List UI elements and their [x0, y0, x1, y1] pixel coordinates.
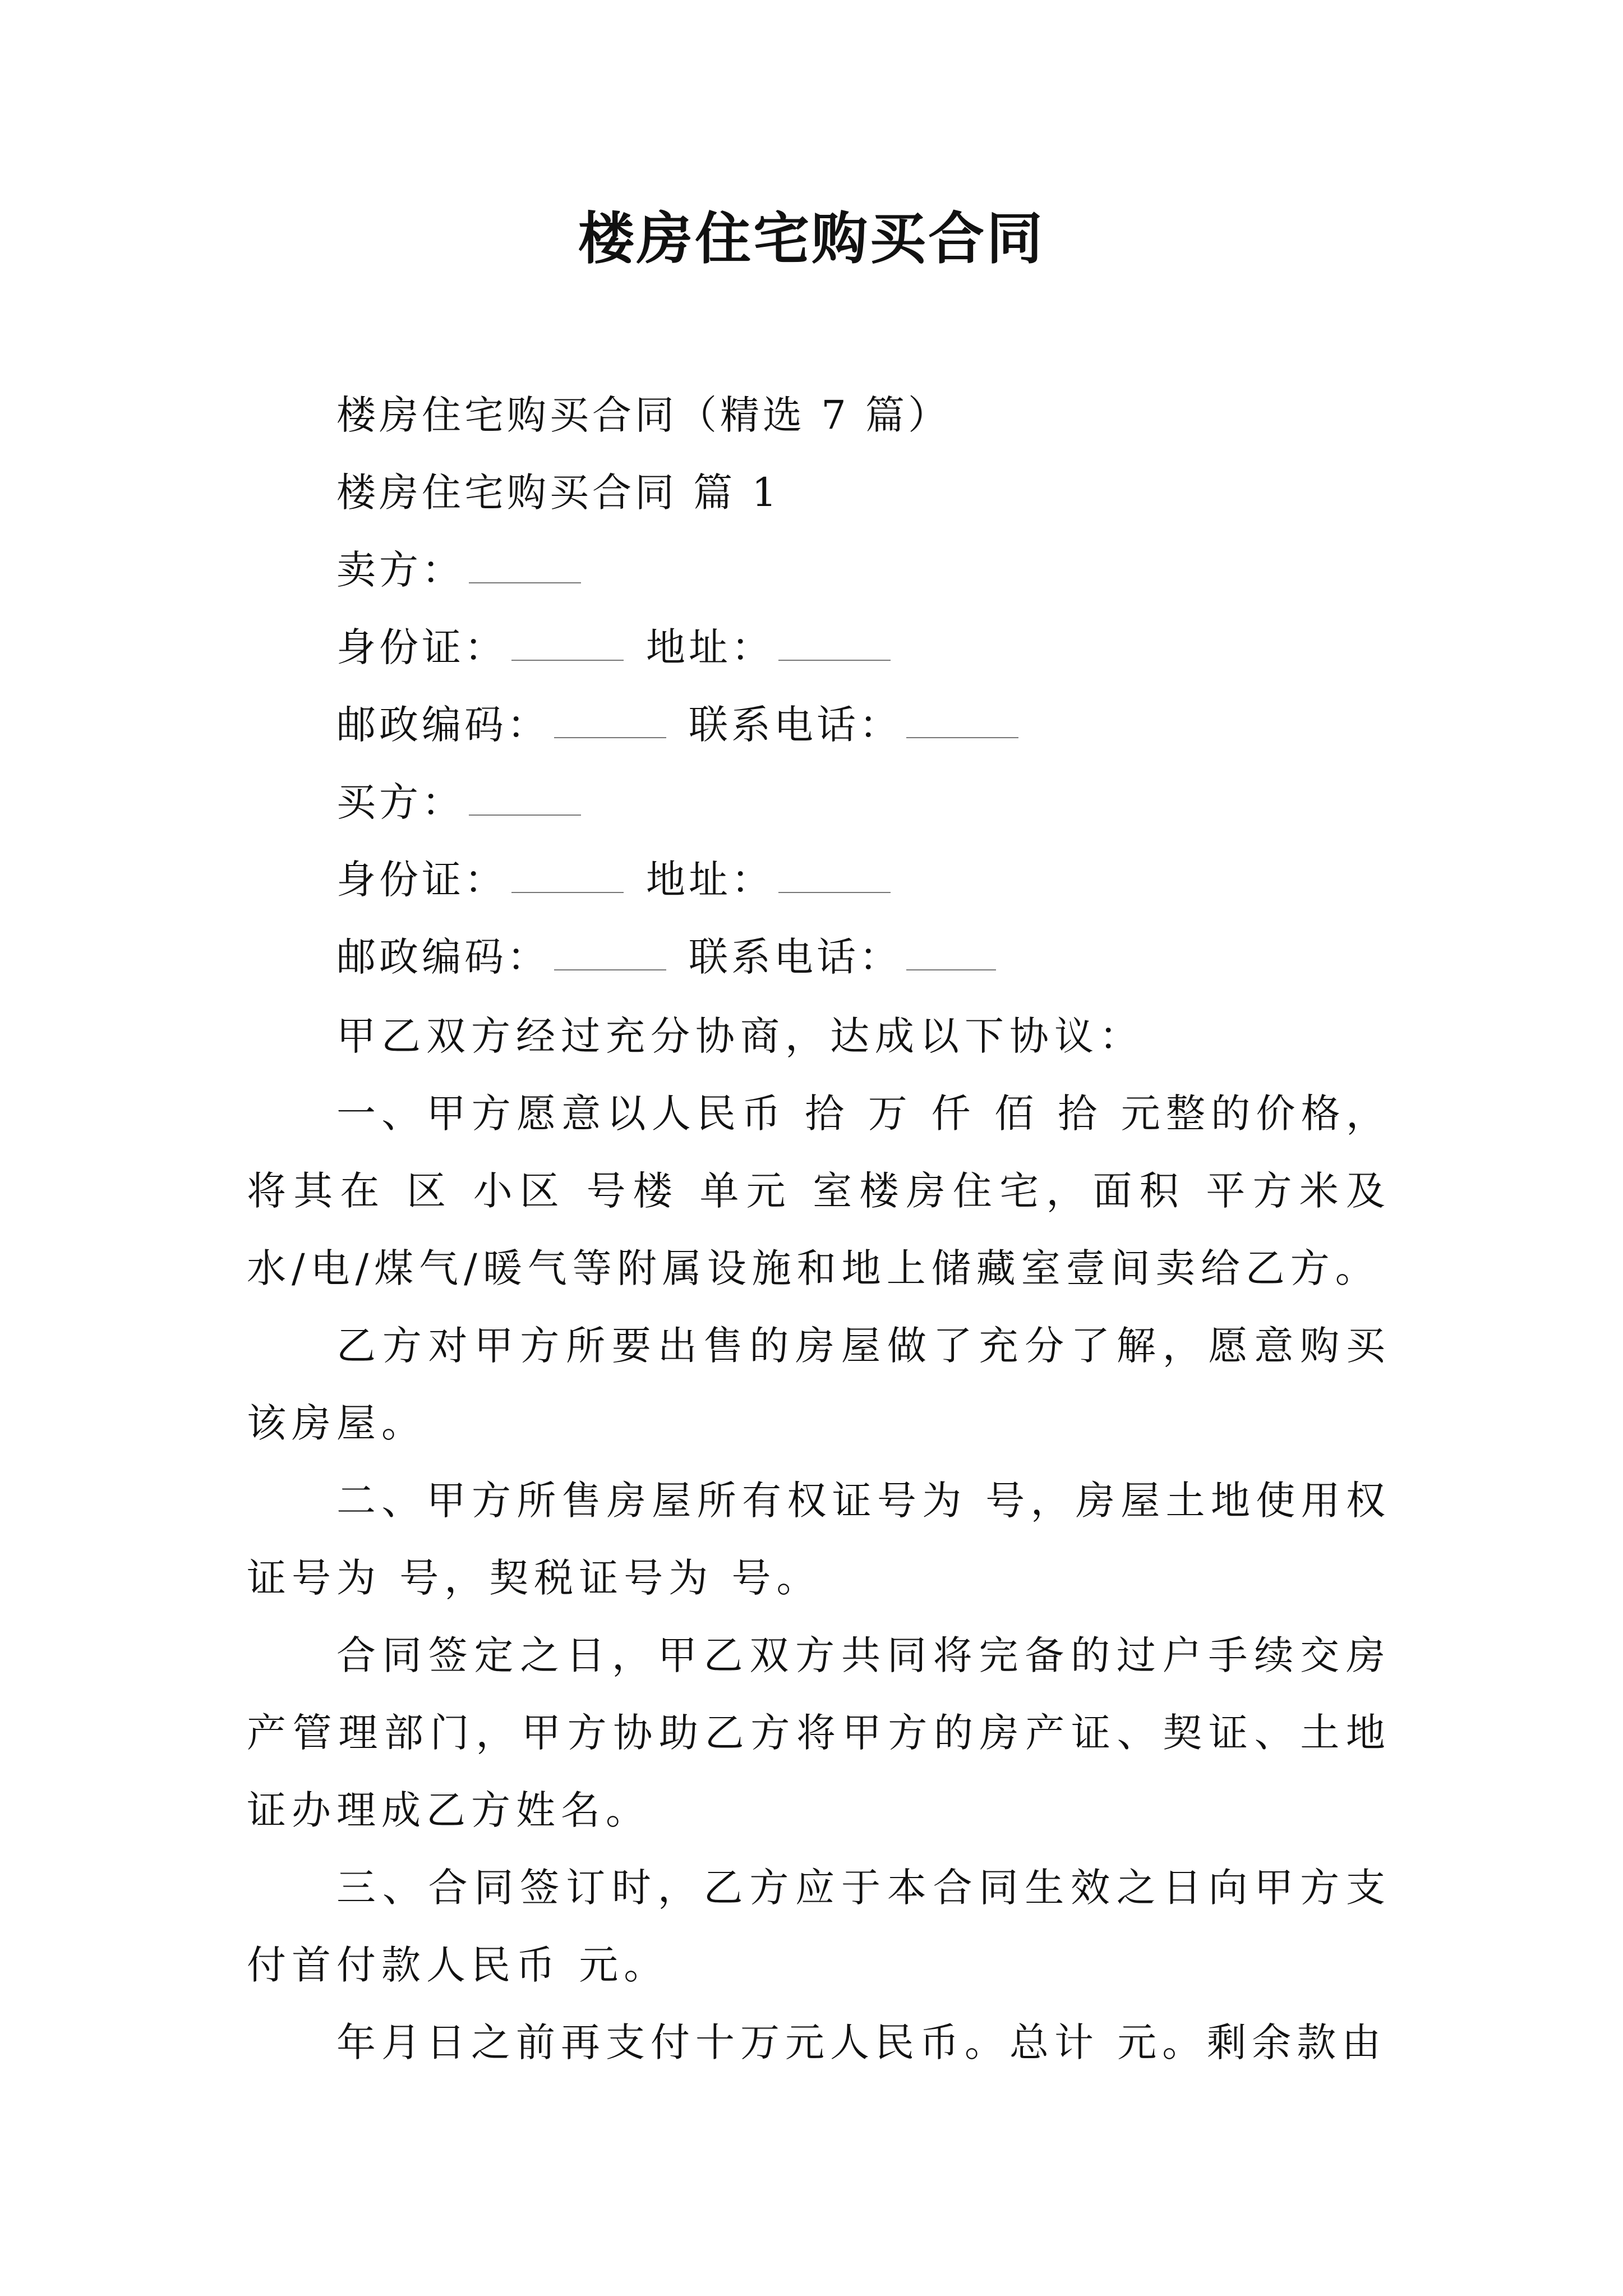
section-heading: 楼房住宅购买合同 篇 1 — [336, 470, 781, 516]
paragraph-article-2: 二、甲方所售房屋所有权证号为 号，房屋土地使用权证号为 号，契税证号为 号。 — [247, 1478, 1391, 1601]
seller-address-blank — [778, 627, 891, 661]
seller-id-label: 身份证： — [336, 624, 507, 670]
seller-postcode-blank — [554, 705, 666, 738]
paragraph-agreement-intro: 甲乙双方经过充分协商，达成以下协议： — [336, 1013, 1144, 1059]
seller-line — [336, 542, 603, 598]
buyer-postcode-blank — [554, 937, 666, 970]
paragraph-transfer-procedure: 合同签定之日，甲乙双方共同将完备的过户手续交房产管理部门，甲方协助乙方将甲方的房产证、契证、土地证办理成乙方姓名。 — [247, 1632, 1391, 1833]
seller-phone-blank — [906, 705, 1018, 738]
buyer-id-blank — [511, 859, 624, 893]
seller-name-blank — [469, 550, 581, 583]
paragraph-article-1: 一、甲方愿意以人民币 拾 万 仟 佰 拾 元整的价格，将其在 区 小区 号楼 单元 室楼房住宅，面积 平方米及水/电/煤气/暖气等附属设施和地上储藏室壹间卖给乙方。 — [247, 1091, 1391, 1291]
buyer-address-blank — [778, 859, 891, 893]
seller-phone-label: 联系电话： — [689, 702, 902, 748]
buyer-line — [336, 774, 603, 830]
seller-id-address-line — [336, 619, 913, 675]
paragraph-article-3: 三、合同签订时，乙方应于本合同生效之日向甲方支付首付款人民币 元。 — [247, 1865, 1391, 1988]
buyer-postcode-phone-line — [336, 929, 1018, 985]
seller-id-blank — [511, 627, 624, 661]
seller-postcode-label: 邮政编码： — [336, 702, 550, 748]
buyer-name-blank — [469, 782, 581, 816]
paragraph-buyer-understanding: 乙方对甲方所要出售的房屋做了充分了解，愿意购买该房屋。 — [247, 1323, 1391, 1446]
buyer-id-address-line — [336, 852, 913, 908]
buyer-id-label: 身份证： — [336, 857, 507, 903]
buyer-phone-blank — [906, 937, 996, 970]
buyer-address-label: 地址： — [646, 857, 774, 903]
seller-address-label: 地址： — [646, 624, 774, 670]
buyer-phone-label: 联系电话： — [689, 934, 902, 980]
paragraph-payment-schedule: 年月日之前再支付十万元人民币。总计 元。剩余款由 — [336, 2019, 1387, 2065]
seller-postcode-phone-line — [336, 697, 1041, 753]
buyer-postcode-label: 邮政编码： — [336, 934, 550, 980]
buyer-label: 买方： — [336, 779, 464, 825]
seller-label: 卖方： — [336, 547, 464, 593]
document-subtitle: 楼房住宅购买合同（精选 7 篇） — [336, 392, 951, 438]
document-title: 楼房住宅购买合同 — [578, 205, 1045, 272]
